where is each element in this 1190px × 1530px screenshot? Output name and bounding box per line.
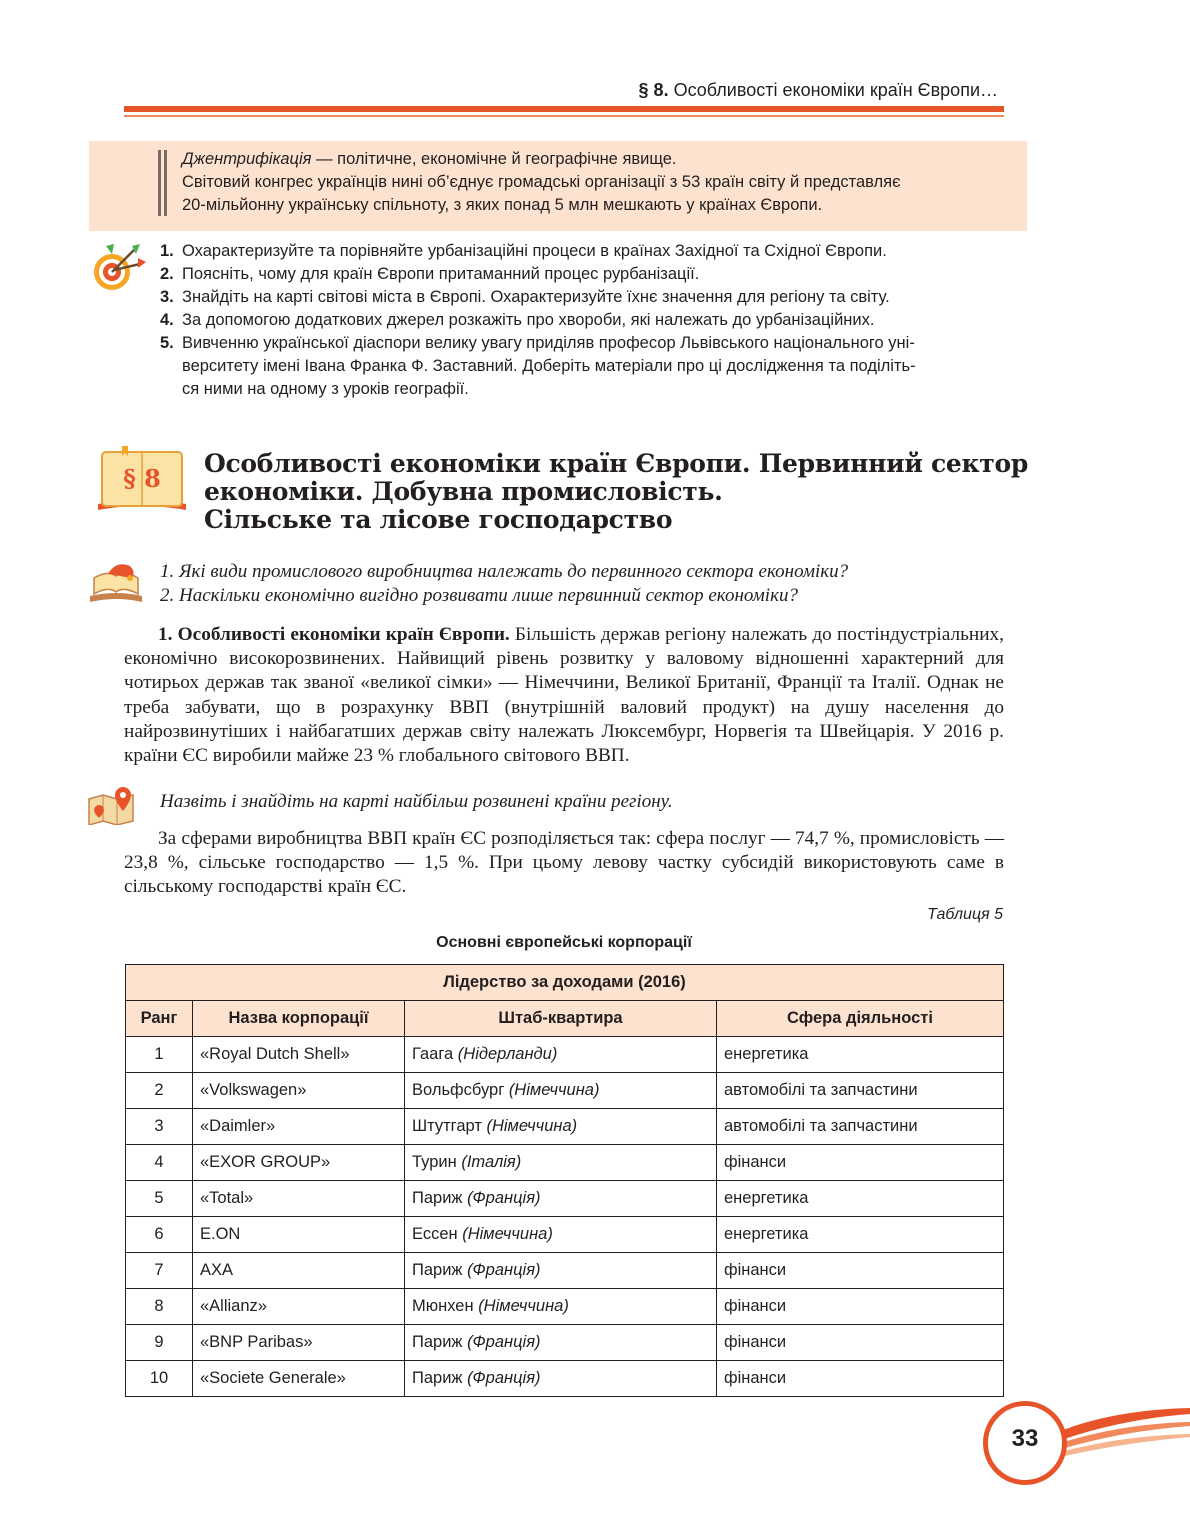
task-item: 1. Охарактеризуйте та порівняйте урбанізаційні процеси в країнах Західної та Східної Європи. bbox=[160, 242, 887, 260]
headquarters-cell: Париж (Франція) bbox=[405, 1253, 717, 1289]
page-title: Особливості економіки країн Європи. Первинний сектор економіки. Добувна промисловість. Сільське та лісове господарство bbox=[204, 449, 1029, 534]
header-rule-thin bbox=[124, 115, 1004, 117]
table-row bbox=[126, 1037, 1004, 1073]
headquarters-cell: Турин (Італія) bbox=[405, 1145, 717, 1181]
column-header: Ранг bbox=[126, 1001, 193, 1037]
rank-cell: 9 bbox=[126, 1325, 193, 1361]
rank-cell: 7 bbox=[126, 1253, 193, 1289]
info-box-bar bbox=[164, 150, 167, 216]
table-header-row bbox=[126, 1001, 1004, 1037]
sphere-cell: фінанси bbox=[717, 1253, 1004, 1289]
sphere-cell: фінанси bbox=[717, 1145, 1004, 1181]
corporation-name-cell: «Daimler» bbox=[193, 1109, 405, 1145]
question-item: 1. Які види промислового виробництва належать до первинного сектора економіки? bbox=[160, 561, 849, 582]
running-header-title: Особливості економіки країн Європи… bbox=[673, 80, 998, 100]
task-item: 4. За допомогою додаткових джерел розкажіть про хвороби, які належать до урбанізаційних. bbox=[160, 311, 875, 329]
table-group-header: Лідерство за доходами (2016) bbox=[126, 965, 1004, 1001]
table-row bbox=[126, 1073, 1004, 1109]
header-rule bbox=[124, 106, 1004, 112]
section-badge: § 8 bbox=[123, 464, 161, 493]
corporation-name-cell: E.ON bbox=[193, 1217, 405, 1253]
rank-cell: 8 bbox=[126, 1289, 193, 1325]
sphere-cell: фінанси bbox=[717, 1361, 1004, 1397]
sphere-cell: енергетика bbox=[717, 1181, 1004, 1217]
headquarters-cell: Мюнхен (Німеччина) bbox=[405, 1289, 717, 1325]
table-row bbox=[126, 1289, 1004, 1325]
table-row bbox=[126, 1361, 1004, 1397]
task-item: 2. Поясніть, чому для країн Європи притаманний процес рурбанізації. bbox=[160, 265, 700, 283]
questions bbox=[160, 560, 1020, 608]
rank-cell: 4 bbox=[126, 1145, 193, 1181]
map-pin-icon bbox=[87, 785, 139, 825]
sphere-cell: енергетика bbox=[717, 1037, 1004, 1073]
corporation-name-cell: AXA bbox=[193, 1253, 405, 1289]
headquarters-cell: Вольфсбург (Німеччина) bbox=[405, 1073, 717, 1109]
headquarters-cell: Париж (Франція) bbox=[405, 1181, 717, 1217]
paragraph: 1. Особливості економіки країн Європи. Більшість держав регіону належать до постіндустріальних, економічно високорозвинених. Найвищий рівень розвитку у валовому відношенні характерний для чотирьох держав так званої «великої сімки» — Німеччини, Великої Британії, Франції та Італії. Однак не треба забувати, що в розрахунку ВВП (внутрішній валовий продукт) на душу населення до найрозвинутіших і найбагатших держав світу належать Люксембург, Норвегія та Швейцарія. У 2016 р. країни ЄС виробили майже 23 % глобального світового ВВП. bbox=[124, 624, 1004, 767]
headquarters-cell: Штутгарт (Німеччина) bbox=[405, 1109, 717, 1145]
table-title: Основні європейські корпорації bbox=[436, 934, 692, 951]
corporation-name-cell: «BNP Paribas» bbox=[193, 1325, 405, 1361]
info-box-text: Джентрифікація — політичне, економічне й географічне явище. Світовий конгрес українців нині об’єднує громадські організації з 53 країн світу й представляє 20-мільйонну українську спільноту, з яких понад 5 млн мешкають у країнах Європи. bbox=[182, 150, 901, 214]
table-row bbox=[126, 1109, 1004, 1145]
column-header: Штаб-квартира bbox=[405, 1001, 717, 1037]
sphere-cell: фінанси bbox=[717, 1325, 1004, 1361]
map-task: Назвіть і знайдіть на карті найбільш розвинені країни регіону. bbox=[160, 791, 673, 812]
headquarters-cell: Париж (Франція) bbox=[405, 1325, 717, 1361]
sphere-cell: автомобілі та запчастини bbox=[717, 1109, 1004, 1145]
running-header-section: § 8. bbox=[638, 80, 669, 100]
target-arrows-icon bbox=[88, 240, 148, 296]
corporation-name-cell: «Allianz» bbox=[193, 1289, 405, 1325]
sphere-cell: фінанси bbox=[717, 1289, 1004, 1325]
table-row bbox=[126, 1181, 1004, 1217]
column-header: Назва корпорації bbox=[193, 1001, 405, 1037]
rank-cell: 2 bbox=[126, 1073, 193, 1109]
column-header: Сфера діяльності bbox=[717, 1001, 1004, 1037]
task-item: 5. Вивченню української діаспори велику увагу приділяв професор Львівського національного уні- верситету імені Івана Франка Ф. Заставний. Доберіть матеріали про ці дослідження та поділіть- ся ними на одному з уроків географії. bbox=[160, 334, 916, 398]
task-item: 3. Знайдіть на карті світові міста в Європі. Охарактеризуйте їхнє значення для регіону та світу. bbox=[160, 288, 890, 306]
corporations-table bbox=[125, 964, 1004, 1397]
headquarters-cell: Париж (Франція) bbox=[405, 1361, 717, 1397]
table-group-header-row bbox=[126, 965, 1004, 1001]
rank-cell: 3 bbox=[126, 1109, 193, 1145]
corporation-name-cell: «EXOR GROUP» bbox=[193, 1145, 405, 1181]
page-number: 33 bbox=[1011, 1425, 1039, 1452]
term: Джентрифікація bbox=[182, 150, 312, 168]
rank-cell: 1 bbox=[126, 1037, 193, 1073]
sphere-cell: автомобілі та запчастини bbox=[717, 1073, 1004, 1109]
table-row bbox=[126, 1217, 1004, 1253]
rank-cell: 10 bbox=[126, 1361, 193, 1397]
table-row bbox=[126, 1325, 1004, 1361]
table-label: Таблиця 5 bbox=[927, 906, 1003, 923]
corporation-name-cell: «Volkswagen» bbox=[193, 1073, 405, 1109]
task-list bbox=[160, 240, 1010, 401]
table-row bbox=[126, 1145, 1004, 1181]
sphere-cell: енергетика bbox=[717, 1217, 1004, 1253]
headquarters-cell: Гаага (Нідерланди) bbox=[405, 1037, 717, 1073]
paragraph: За сферами виробництва ВВП країн ЄС розподіляється так: сфера послуг — 74,7 %, промисловість — 23,8 %, сільське господарство — 1,5 %. При цьому левову частку субсидій використовують саме в сільському господарстві країн ЄС. bbox=[124, 828, 1004, 898]
headquarters-cell: Ессен (Німеччина) bbox=[405, 1217, 717, 1253]
paragraph-heading: 1. Особливості економіки країн Європи. bbox=[158, 624, 510, 645]
corporation-name-cell: «Societe Generale» bbox=[193, 1361, 405, 1397]
rank-cell: 5 bbox=[126, 1181, 193, 1217]
corporation-name-cell: «Total» bbox=[193, 1181, 405, 1217]
question-item: 2. Наскільки економічно вигідно розвивати лише первинний сектор економіки? bbox=[160, 585, 798, 606]
rank-cell: 6 bbox=[126, 1217, 193, 1253]
book-lamp-icon bbox=[86, 560, 146, 606]
info-box-bar bbox=[158, 150, 161, 216]
table-row bbox=[126, 1253, 1004, 1289]
table-body bbox=[126, 1037, 1004, 1397]
running-header bbox=[520, 80, 998, 101]
corporation-name-cell: «Royal Dutch Shell» bbox=[193, 1037, 405, 1073]
